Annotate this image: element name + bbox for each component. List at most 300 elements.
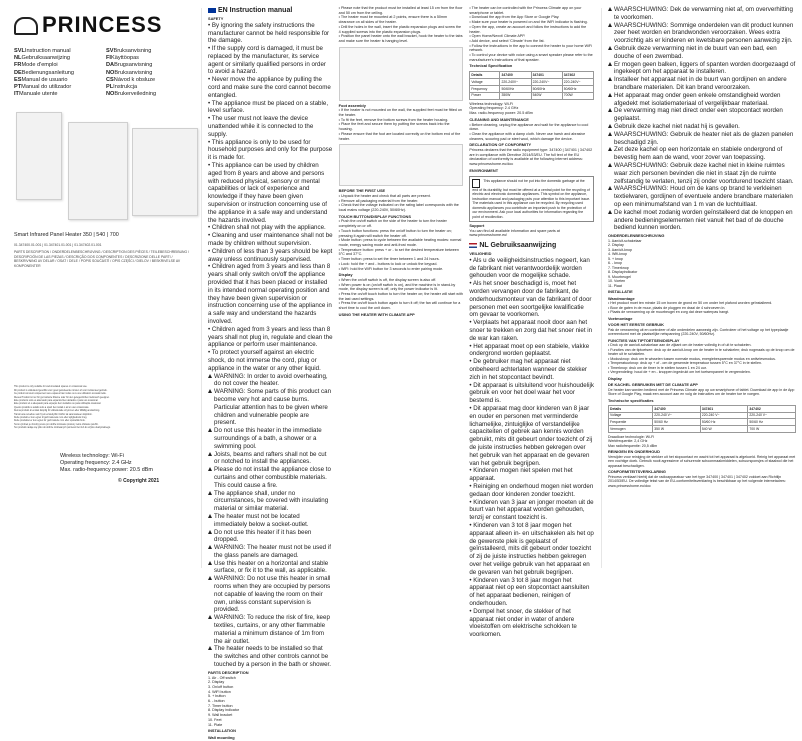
en-wireless-lines [469,102,594,116]
spec-row [470,92,594,99]
spec-cell: 50/60 Hz [748,419,796,426]
nl-safety-item: • Als u de veiligheidsinstructies negeert, kan de fabrikant niet verantwoordelijk worden gehouden voor de mogelijke schade. [469,256,590,280]
language-item: NOBrukerveiledning [106,91,157,98]
nl-warning-item: WAARSCHUWING: Dek de verwarming niet af, om oververhitting te voorkomen. [608,6,796,22]
en-environment-text: This appliance should not be put into the domestic garbage at the end of its durability, but must be offered at a central point for the recycling of electric and electronic domestic appliances. This symbol on the appliance, instruction manual and packaging puts your attention to this important issue. The materials used in this appliance can be recycled. By recycling used domestic appliances you contribute an important push to the protection of our environment. Ask your local authorities for information regarding the point of recollection. [472,178,591,219]
en-safety-item: • Cleaning and user maintenance shall not be made by children without supervision. [208,232,333,248]
en-installation-title: INSTALLATION [208,728,236,734]
en-parts-title: PARTS DESCRIPTION [208,669,249,675]
en-column-1 [208,6,333,741]
nl-part-item: 9. Muurbeugel [608,274,631,279]
en-foot-item: • Place the feet and secure them by putting the screws back into the housing. [338,122,450,132]
nl-safety-item: • Als het snoer beschadigd is, moet het worden vervangen door de fabrikant, de onderhoudsmonteur van de fabrikant of door personen met een soortgelijke kwalificatie om gevaar te voorkomen. [469,280,592,319]
en-install-text [339,6,464,44]
nl-wall-mounting-title: Wandmontage [608,295,635,301]
warning-icon [208,545,212,549]
en-touch-text [339,219,464,271]
en-part-item: 11. Plate [208,722,223,727]
warning-icon [608,163,612,167]
warning-icon [608,93,612,97]
en-warning-item: Do not use this heater if it has been dropped. [208,529,333,545]
warning-icon [208,646,212,650]
nl-safety-item: • Dit apparaat mag door kinderen van 8 jaar en ouder en personen met verminderde lichamelijke, zintuiglijke of verstandelijke capaciteiten of gebrek aan kennis worden gebruikt, mits dit gebeurt onder toezicht of zij de juiste instructies hebben gekregen over het gebruik van het apparaat en de gevaren van het gebruik begrijpen. [469,405,593,467]
nl-cleaning-title: REINIGEN EN ONDERHOUD [608,449,660,455]
en-foot-item: • Please ensure that the foot are located correctly on the bottom end of the heater. [338,131,461,141]
spec-cell: 540W [531,92,562,99]
nl-safety-item: • Dit apparaat is uitsluitend voor huishoudelijk gebruik en voor het doel waar het voor bestemd is. [469,381,594,405]
en-parts-list [208,676,333,728]
en-app-item: • Make sure your heater is powered on and the WiFi indicator is flashing. [469,20,588,25]
en-touch-item: • Timer button: press to set the timer between 1 and 24 hours. [338,257,440,262]
parts-description-languages: PARTS DESCRIPTION / ONDERDELENBESCHRIJVING / DESCRIPTION DES PIÈCES / TEILEBESCHREIBUNG / DESCRIPCIÓN DE LAS PIEZAS / DESCRIÇÃO DOS COMPONENTES / DESCRIZIONE DELLE PARTI / BESKRIVNING AV DELAR / OSAT / DELE / POPIS SOUČÁSTÍ / OPIS CZĘŚCI / DIELOV / BESKRIVELSE AV KOMPONENTER [14,250,190,268]
language-item: ITManuale utente [14,91,58,98]
en-before-item: • Remove all packaging material from the heater. [338,198,419,203]
spec-cell: 220-240 V~ [700,412,748,419]
en-warning-item: WARNING: In order to avoid overheating, do not cover the heater. [208,373,333,389]
en-display-item: • When power is on (on/off switch is on), and the machine is in stand-by mode, the display screen is off, only the power indicator is lit. [338,282,456,292]
nl-warning-item: Er mogen geen balken, liggers of spanten worden doorgezaagd of ingekeept om het apparaat te installeren. [608,61,796,77]
spec-cell: 50/60 Hz [653,419,701,426]
en-wireless-line: Operating frequency: 2.4 GHz [469,106,519,111]
en-cleaning-text [469,123,594,142]
cover-page [0,0,200,575]
nl-wireless-line: Max radiofrequentie: 20,5 dBm [608,443,658,448]
nl-part-item: 3. Aan/uit-knop [608,247,632,252]
nl-part-item: 1. Aan/uit-schakelaar [608,238,642,243]
nl-warning-item: WAARSCHUWING: Sommige onderdelen van dit product kunnen zeer heet worden en brandwonden veroorzaken. Wees extra voorzichtig als er kinderen en kwetsbare personen aanwezig zijn. [608,22,796,45]
warning-icon [208,374,212,378]
en-warning-item: Joists, beams and rafters shall not be cut or notched to install the appliances. [208,451,333,467]
warning-icon [208,389,212,393]
max-power: Max. radio-frequency power: 20.5 dBm [60,466,153,473]
warning-icon [208,530,212,534]
brand-logo [14,12,192,38]
fine-print-line: Este producto solo es adecuado para espacios bien aislados o para uso ocasional. [14,400,99,403]
spec-cell: 540 W [700,426,748,433]
nl-heading-text: Gebruiksaanwijzing [490,242,557,250]
en-warning-item: WARNING: To reduce the risk of fire, keep textiles, curtains, or any other flammable material a minimum distance of 1m from the air outlet. [208,614,333,645]
en-declaration-title: DECLARATION OF CONFORMITY [469,142,532,148]
warning-icon [608,108,612,112]
recycle-bin-icon [472,179,480,188]
en-warning-item: WARNING: Some parts of this product can become very hot and cause burns. Particular attention has to be given where children and vulnerable people are present. [208,388,333,427]
spec-row [470,85,594,92]
product-codes: 01.347400.01.001 | 01.347401.01.001 | 01.347402.01.001 [14,243,102,248]
nl-touch-title: FUNCTIES VAN TIPTOETSEN/DISPLAY [608,337,680,343]
en-safety-item: • This appliance can be used by children aged from 8 years and above and persons with reduced physical, sensory or mental capabilities or lack of experience and knowledge if they have been given supervision or instruction concerning use of the appliance in a safe way and understand the hazards involved. [208,162,328,224]
nl-touch-item: • Functies van de tiptoetsen: druk op de aan/uit-knop om de heater in te schakelen; druk nogmaals op de knop om de heater uit te schakelen. [608,347,795,357]
en-warning-item: The appliance shall, under no circumstances, be covered with insulating material or similar material. [208,490,333,513]
nl-warning-item: Installeer het apparaat niet in de buurt van gordijnen en andere brandbare materialen. Dit kan brand veroorzaken. [608,76,796,92]
en-heading: EN Instruction manual [208,6,333,15]
warning-icon [608,132,612,136]
nl-install-item: • Plaats de verwarming op de muurbeugel en zorg dat deze waterpas hangt. [608,310,730,315]
language-item: SVBruksanvisning [106,48,152,54]
en-warning-item: Do not use this heater in the immediate surroundings of a bath, a shower or a swimming pool. [208,427,333,450]
spec-row [470,79,594,86]
warning-icon [208,514,212,518]
en-part-item: 4. WiFi button [208,689,231,694]
en-display-item: • When the on/off switch is off, the display screen is also off. [338,277,437,282]
spec-cell: 347401 [700,406,748,413]
heater-image-medium [68,122,128,220]
nl-touch-item: • Druk op de aan/uit-schakelaar aan de zijkant om de heater volledig in of uit te schakelen. [608,343,752,348]
en-app-title: USING THE HEATER WITH CLIMATE APP [338,311,415,317]
spec-cell: 220-240 V~ [653,412,701,419]
en-app-item: • To control your device with voice using a smart speaker please refer to the manufacturer's instructions of that speaker. [469,53,593,62]
en-install-item: • Drill the holes in the wall, insert the plastic expansion plugs and screw the 4 supplied screws into the plastic expansion plugs. [338,24,462,34]
en-safety-item: • Children aged from 3 years and less than 8 years shall only switch on/off the appliance provided that it has been placed or installed in its intended normal operating position and they have been given supervision or instruction concerning use of the appliance in a safe way and understand the hazards involved. [208,263,332,325]
en-install-item: • Position the panel heater onto the wall bracket, hook the heater to the tabs and make sure the heater is hanging level. [338,34,463,43]
language-list-right [106,48,192,98]
en-safety-title: SAFETY [208,16,224,21]
language-list-left [14,48,100,98]
nl-safety-item: • De gebruiker mag het apparaat niet onbeheerd achterlaten wanneer de stekker zich in het stopcontact bevindt. [469,358,587,381]
en-part-item: 1. Air - Off switch [208,675,236,680]
fine-print-line: Tento výrobek je vhodný pouze pro dobře izolované prostory nebo občasné použití. [14,423,99,426]
fine-print-line: Dieses Produkt ist nur für gut isolierte Räume oder für den gelegentlichen Gebrauch geeignet. [14,396,110,399]
spec-cell: Details [609,406,653,413]
nl-wireless-line: Werkfrequentie: 2,4 GHz [608,439,648,444]
nl-declaration-title: CONFORMITEITSVERKLARING [608,469,666,475]
spec-cell: 220-240V~ [500,79,531,86]
warning-icon [208,576,212,580]
nl-safety-item: • Dompel het snoer, de stekker of het apparaat niet onder in water of andere vloeistoffen om elektrische schokken te voorkomen. [469,607,577,639]
nl-part-item: 11. Plaat [608,283,622,288]
en-touch-item: • Temperature button: press + or - to set the desired temperature between 5°C and 37°C. [338,247,459,257]
language-list [14,48,192,98]
language-item: NLGebruiksaanwijzing [14,55,70,62]
nl-part-item: 2. Display [608,243,624,248]
nl-app-title: DE KACHEL GEBRUIKEN MET DE CLIMATE APP [608,382,698,388]
nl-warning-item: WAARSCHUWING: Gebruik deze kachel niet in kleine ruimtes waar zich personen bevinden die niet in staat zijn de ruimte zelfstandig te verlaten, tenzij zij onder voortdurend toezicht staan. [608,162,796,185]
en-wall-mounting-title: Wall mounting [208,734,235,740]
fine-print-line: Questo prodotto è adatto solo a spazi ben isolati o ad un uso occasionale. [14,406,90,409]
en-safety-item: • Never move the appliance by pulling the cord and make sure the cord cannot become entangled. [208,76,331,99]
nl-part-item: 6. - knop [608,261,622,266]
nl-safety-title: VEILIGHEID [469,251,492,257]
en-safety-item: • To protect yourself against an electric shock, do not immerse the cord, plug or appliance in the water or any other liquid. [208,349,321,372]
nl-safety-list [469,257,594,639]
language-item: DEBedienungsanleitung [14,69,75,76]
spec-cell: 220-240V~ [531,79,562,86]
spec-cell: 347402 [748,406,796,413]
nl-warning-item: De verwarming mag niet direct onder een stopcontact worden geplaatst. [608,107,796,123]
en-support-title: Support [469,223,485,229]
fine-print-line: Tämä tuote soveltuu vain hyvin eristettyihin tiloihin tai satunnaiseen käyttöön. [14,413,93,416]
spec-cell: Frequency [470,85,500,92]
spec-cell: Power [470,92,500,99]
nl-tech-title: Technische specificaties [608,397,654,403]
spec-cell: 50/60Hz [500,85,531,92]
nl-part-item: 8. Displayindicator [608,270,638,275]
operating-frequency: Operating frequency: 2.4 GHz [60,459,132,466]
spec-row [609,426,796,433]
en-safety-item: • Children aged from 3 years and less than 8 years shall not plug in, regulate and clean the appliance or perform user maintenance. [208,325,333,349]
warning-icon [208,561,212,565]
spec-row [609,406,796,413]
nl-safety-item: • Kinderen mogen niet spelen met het apparaat. [469,467,573,483]
en-part-item: 3. On/off button [208,684,234,689]
fine-print-line: Denna produkt är endast lämplig för välisolerade utrymmen eller tillfällig användning. [14,410,100,413]
nl-app-text: De heater kan worden bediend met de Princess Climate app op uw smartphone of tablet. Download de app in de App Store of Google Play, maak een account aan en volg de instructies om de heater toe te voegen. [608,387,795,397]
en-warning-item: Please do not install the appliance close to curtains and other combustible materials. This could cause a fire. [208,466,333,489]
en-touch-item: • Lock: hold the + and - buttons to lock or unlock the keypad. [338,261,438,266]
en-warning-item: WARNING: Do not use this heater in small rooms when they are occupied by persons not capable of leaving the room on their own, unless constant supervision is provided. [208,575,333,614]
nl-declaration-text: Princess verklaart hierbij dat de radioapparatuur van het type 347400 | 347401 | 347402 voldoet aan Richtlijn 2014/53/EU. De volledige tekst van de EU-conformiteitsverklaring is beschikbaar op het volgende internetadres: www.princesshome.eu/doc [608,474,786,488]
warning-icon [208,467,212,471]
nl-warning-item: Zet deze kachel op een horizontale en stabiele ondergrond of bevestig hem aan de wand, voor zover van toepassing. [608,146,796,162]
spec-cell: 347402 [562,72,593,79]
nl-warnings-list [608,6,796,232]
en-display-item: • Press the on/off touch button to turn the heater on; the heater will start with the last used settings. [338,292,463,301]
nl-wireless-line: Draadloze technologie: Wi-Fi [608,434,655,439]
warning-icon [608,77,612,81]
spec-row [470,72,594,79]
en-cleaning-item: • Clean the appliance with a damp cloth. Never use harsh and abrasive cleaners, scouring pad or steel wool, which damage the device. [469,131,586,141]
en-part-item: 2. Display [208,680,225,685]
en-before-item: • Unpack the heater and check that all parts are present. [338,193,431,198]
nl-warning-item: Gebruik deze kachel niet nadat hij is gevallen. [608,123,796,131]
spec-cell: 347400 [500,72,531,79]
nl-parts-list [608,239,796,289]
nl-install-item: • Het product moet ten minste 15 cm boven de grond en 50 cm onder het plafond worden geïnstalleerd. [608,301,773,306]
nl-parts-title: ONDERDELENBESCHRIJVING [608,233,665,239]
en-app-text [469,6,594,62]
nl-part-item: 4. Wifi-knop [608,252,627,257]
nl-warning-item: Het apparaat mag onder geen enkele omstandigheid worden afgedekt met isolatiemateriaal of vergelijkbaar materiaal. [608,92,796,108]
en-install-item: • Please note that the product must be installed at least 15 cm from the floor and 50 cm from the ceiling. [338,6,463,15]
fine-print-line: Este produto só é adequado para espaços bem isolados ou para utilização ocasional. [14,403,102,406]
wall-mounting-diagram [339,47,464,101]
nl-safety-item: • Reiniging en onderhoud mogen niet worden gedaan door kinderen zonder toezicht. [469,482,594,498]
spec-cell: Details [470,72,500,79]
en-touch-title: TOUCH BUTTON/DISPLAY FUNCTIONS [338,213,411,219]
heater-illustration [8,108,192,228]
nl-column [608,6,796,488]
warning-icon [608,186,612,190]
en-part-item: 6. - button [208,699,225,704]
en-environment-box [469,176,594,223]
warning-icon [608,46,612,50]
en-foot-item: • If the heater is not mounted on the wall, the supplied feet must be fitted on the heater. [338,108,462,118]
spec-cell: 700 W [748,426,796,433]
en-app-item: • Add device, and select 'Climate' from the list. [469,38,545,43]
nl-install-item: • Boor de gaten in de muur, plaats de pluggen en draai de 4 schroeven in. [608,305,726,310]
en-wireless-line: Max. radio-frequency power: 20.5 dBm [469,111,533,116]
nl-safety-item: • Verplaats het apparaat nooit door aan het snoer te trekken en zorg dat het snoer niet in de war kan raken. [469,319,593,342]
language-item: PLInstrukcja [106,84,138,91]
nl-foot-title: Voetmontage [608,315,633,321]
en-app-item: • Open the app, create an account and follow the instructions to add the heater. [469,24,587,34]
en-environment-title: ENVIRONMENT [469,167,499,173]
language-item: SVLInstruction manual [14,48,71,54]
nl-part-item: 10. Voeten [608,279,626,284]
spec-cell: 220-240 V~ [748,412,796,419]
nl-touch-text [608,343,796,375]
nl-warning-item: Gebruik deze verwarming niet in de buurt van een bad, een douche of een zwembad. [608,45,796,61]
warning-icon [608,7,612,11]
language-item: FIKäyttöopas [106,55,139,62]
spec-cell: 50/60 Hz [700,419,748,426]
spec-cell: Vermogen [609,426,653,433]
language-item: PTManual do utilizador [14,84,72,91]
warning-icon [208,428,212,432]
en-safety-item: • The user must not leave the device unattended while it is connected to the supply. [208,115,314,138]
spec-row [609,412,796,419]
warning-icon [608,62,612,66]
manual-page-nl [602,0,802,575]
manual-page-en-nl [202,0,600,740]
fine-print-line: Dit product is uitsluitend geschikt voor goed geïsoleerde ruimten of voor incidenteel gebruik. [14,389,108,392]
nl-safety-item: • Kinderen van 3 jaar en jonger moeten uit de buurt van het apparaat worden gehouden, tenzij er constant toezicht is. [469,498,594,522]
nl-warning-item: De kachel moet zodanig worden geïnstalleerd dat de knoppen en andere bedieningselementen niet vanuit het bad of de douche bediend kunnen worden. [608,209,796,232]
fine-print-line: This product is only suitable for well-insulated spaces or occasional use. [14,386,88,389]
wireless-info [60,453,192,474]
en-foot-title: Foot assembly [338,102,366,108]
en-before-item: • Check that the voltage indicated on the rating label corresponds with the local mains voltage (220-240V, 50/60Hz). [338,203,459,213]
nl-touch-item: • Timerknop: druk om de timer in te stellen tussen 1 en 24 uur. [608,365,707,370]
en-declaration-text: Princess declares that the radio equipment type: 347400 | 347401 | 347402 are in compliance with Directive 2014/53/EU. The full text of the EU declaration of conformity is available at the following internet address: www.princesshome.eu/doc [469,148,593,167]
warning-icon [208,615,212,619]
product-name: Smart Infrared Panel Heater 350 | 540 | 700 [14,232,119,239]
warning-icon [608,124,612,128]
fine-print-line: Ce produit convient uniquement aux espaces bien isolés ou à une utilisation occasionnelle. [14,393,107,396]
nl-touch-item: • Vergrendeling: houd de + en - knoppen ingedrukt om het toetsenpaneel te vergrendelen. [608,370,751,375]
nl-cleaning-text: Verwijder voor reiniging de stekker uit het stopcontact en wacht tot het apparaat is afgekoeld. Reinig het apparaat met een vochtige doek. Gebruik nooit agressieve of schurende schoonmaakmiddelen, schuursponsjes of staalwol die het apparaat beschadigen. [608,454,796,468]
en-safety-item: • This appliance is only to be used for household purposes and only for the purpose it is made for. [208,138,333,162]
warning-icon [208,491,212,495]
en-foot-text [339,108,464,141]
en-safety-item: • If the supply cord is damaged, it must be replaced by the manufacturer, its service agent or similarly qualified persons in order to avoid a hazard. [208,45,326,76]
nl-safety-item: • Kinderen van 3 tot 8 jaar mogen het apparaat alleen in- en uitschakelen als het op de gewenste plek is geplaatst of geïnstalleerd, mits dit gebeurt onder toezicht of zij de juiste instructies hebben gekregen over het veilige gebruik van het apparaat en de gevaren van het gebruik begrijpen. [469,521,594,576]
en-foot-item: • To fit the feet, remove the bottom screws from the heater housing. [338,117,449,122]
en-part-item: 10. Feet [208,717,222,722]
fine-print-line: Dette produktet er kun egnet for godt isolerte rom eller sporadisk bruk. [14,420,86,423]
en-column-2 [339,6,464,741]
en-safety-list [208,22,333,373]
spec-cell: Voltage [609,412,653,419]
en-part-item: 8. Display indicator [208,708,240,713]
nl-wireless-lines [608,435,796,449]
spec-cell: 220-240V~ [562,79,593,86]
nl-installation-title: INSTALLATIE [608,289,633,295]
en-safety-item: • By ignoring the safety instructions the manufacturer cannot be held responsible for the damage. [208,21,330,45]
en-safety-item: • The appliance must be placed on a stable, level surface. [208,99,329,115]
en-part-item: 7. Timer button [208,703,233,708]
en-cleaning-title: CLEANING AND MAINTENANCE [469,116,529,122]
foot-assembly-diagram [339,144,464,186]
spec-cell: 350W [500,92,531,99]
nl-spec-table [608,405,796,433]
en-safety-item: • Children of less than 3 years should be kept away unless continuously supervised. [208,247,333,263]
en-warning-item: Use this heater on a horizontal and stable surface, or fix it to the wall, as applicable. [208,560,333,576]
heater-image-large [132,128,198,216]
en-warnings-list [208,373,333,669]
en-display-text [339,278,464,311]
en-install-item: • The heater must be mounted at 2 points, ensure there is a 50mm clearance on all sides of the heater. [338,15,448,25]
en-before-title: BEFORE THE FIRST USE [338,188,386,194]
en-heading-text: Instruction manual [229,7,293,14]
en-display-title: Display [338,272,353,278]
en-before-text [339,194,464,213]
en-part-item: 5. + button [208,694,226,699]
nl-touch-item: • Temperatuurknop: druk op + of - om de gewenste temperatuur tussen 5°C en 37°C in te stellen. [608,361,762,366]
en-display-item: • Press the on/off touch button again to turn it off; the fan will continue for a short time to cool the unit down. [338,301,461,311]
nl-safety-item: • Kinderen van 3 tot 8 jaar mogen het apparaat niet op een stopcontact aansluiten of het apparaat bedienen, reinigen of onderhouden. [469,576,590,607]
en-touch-item: • WiFi: hold the WiFi button for 3 seconds to enter pairing mode. [338,266,444,271]
warning-icon [608,23,612,27]
en-wireless-line: Wireless technology: Wi-Fi [469,101,513,106]
crown-icon [14,17,38,35]
fine-print-line: Ten produkt nadaje się tylko do dobrze izolowanych pomieszczeń lub do użytku okazjonalnego. [14,427,111,430]
nl-heading: NL Gebruiksaanwijzing [469,241,594,250]
wireless-technology: Wireless technology: Wi-Fi [60,452,124,459]
en-support-text: You can find all available information and spare parts at www.princesshome.eu! [469,228,560,238]
language-item: ESManual de usuario [14,76,68,83]
en-tech-title: Technical Specification [469,63,513,69]
spec-cell: 50/60Hz [531,85,562,92]
nl-display-title: Display [608,375,622,381]
en-safety-item: • Children shall not play with the appliance. [208,224,326,232]
en-app-item: • Open Home/Nexxt/ Climate APP. [469,34,526,39]
spec-cell: 700W [562,92,593,99]
warning-icon [608,147,612,151]
heater-image-small [16,112,62,200]
warning-icon [608,210,612,214]
en-warning-item: WARNING: The heater must not be used if the glass panels are damaged. [208,544,333,560]
language-item: FRMode d'emploi [14,62,58,69]
spec-cell: 347400 [653,406,701,413]
language-item: DABrugsanvisning [106,62,153,69]
nl-first-use-title: VOOR HET EERSTE GEBRUIK [608,322,664,328]
spec-cell: Voltage [470,79,500,86]
spec-cell: 50/60Hz [562,85,593,92]
en-warning-item: The heater must not be located immediately below a socket-outlet. [208,513,333,529]
en-app-item: • The heater can be controlled with the Princess Climate app on your smartphone or tablet. [469,6,582,15]
fine-print [14,386,192,430]
en-spec-table [469,71,594,100]
nl-touch-item: • Modusknop: druk om te wisselen tussen normale modus, energiebesparende modus en antivriesmodus. [608,356,776,361]
nl-safety-item: • Het apparaat moet op een stabiele, vlakke ondergrond worden geplaatst. [469,342,590,358]
nl-flag-icon [469,243,477,248]
en-app-item: • Download the app from the App Store or Google Play. [469,15,560,20]
spec-cell: 347401 [531,72,562,79]
en-touch-item: • Touch button functions: press the on/off button to turn the heater on; pressing it again will switch the heater off. [338,228,452,238]
nl-install-text [608,301,796,315]
en-touch-item: • Mode button: press to cycle between the available heating modes: normal mode, energy saving mode and anti-frost mode. [338,238,462,247]
copyright: © Copyright 2021 [118,477,160,484]
fine-print-line: Dette produkt er kun egnet til godt isolerede rum eller lejlighedsvis brug. [14,417,88,420]
en-part-item: 9. Wall bracket [208,713,233,718]
nl-warning-item: WAARSCHUWING: Houd om de kans op brand te verkleinen textielwaren, gordijnen of eventuele andere brandbare materialen op een minimumafstand van 1 m van de luchtuitlaat. [608,185,796,208]
en-warning-item: The heater needs to be installed so that the switches and other controls cannot be touched by a person in the bath or shower. [208,645,333,668]
nl-warning-item: WAARSCHUWING: Gebruik de heater niet als de glazen panelen beschadigd zijn. [608,131,796,147]
en-app-item: • Follow the instructions in the app to connect the heater to your home WiFi network. [469,43,592,53]
nl-part-item: 5. + knop [608,256,623,261]
spec-cell: 350 W [653,426,701,433]
en-touch-item: • Push the on/off switch on the side of the heater to turn the heater completely on or off. [338,219,447,229]
nl-part-item: 7. Timerknop [608,265,629,270]
en-cleaning-item: • Before cleaning, unplug the appliance and wait for the appliance to cool down. [469,122,589,132]
language-item: CSNávod k obsluze [106,76,156,83]
brand-name: PRINCESS [42,12,163,37]
en-column-3 [469,6,594,741]
nl-first-use-text: Pak de verwarming uit en controleer of alle onderdelen aanwezig zijn. Controleer of het voltage op het typeplaatje overeenkomt met de plaatselijke netspanning (220-240V, 50/60Hz). [608,327,789,337]
spec-cell: Frequentie [609,419,653,426]
eu-flag-icon [208,8,216,13]
spec-row [609,419,796,426]
